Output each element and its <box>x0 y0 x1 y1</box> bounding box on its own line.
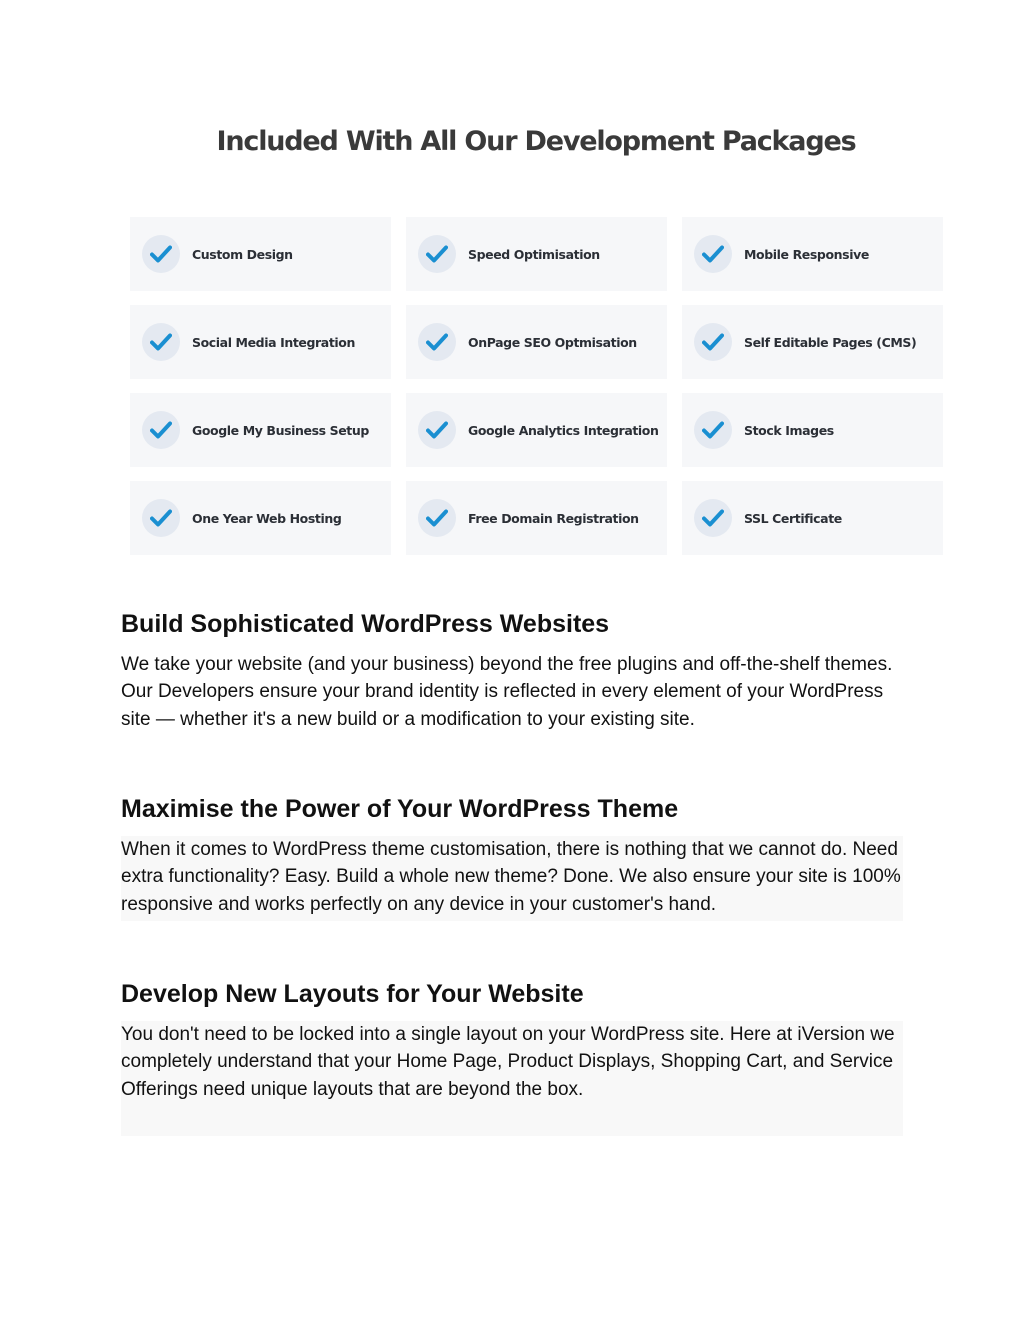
packages-title: Included With All Our Development Packages <box>216 126 856 157</box>
checkmark-icon <box>694 411 732 449</box>
feature-label: Mobile Responsive <box>744 246 869 262</box>
feature-item <box>406 305 667 379</box>
checkmark-icon <box>418 411 456 449</box>
checkmark-icon <box>418 323 456 361</box>
checkmark-icon <box>418 499 456 537</box>
feature-label: Speed Optimisation <box>468 246 600 262</box>
section-heading: Develop New Layouts for Your Website <box>121 980 584 1008</box>
section-body: You don't need to be locked into a single layout on your WordPress site. Here at iVersion we completely understand that your Home Page, Product Displays, Shopping Cart, and Service Offerings need unique layouts that are beyond the box. <box>121 1021 903 1136</box>
feature-item <box>406 393 667 467</box>
section-theme-power <box>121 794 903 921</box>
section-body: When it comes to WordPress theme customisation, there is nothing that we cannot do. Need extra functionality? Easy. Build a whole new theme? Done. We also ensure your site is 100% responsive and works perfectly on any device in your customer's hand. <box>121 836 903 921</box>
feature-label: Free Domain Registration <box>468 510 639 526</box>
checkmark-icon <box>142 235 180 273</box>
section-body: We take your website (and your business) beyond the free plugins and off-the-shelf themes. Our Developers ensure your brand identity is reflected in every element of your WordPress site — whether it's a new build or a modification to your existing site. <box>121 654 893 730</box>
feature-item <box>682 393 943 467</box>
feature-item <box>682 481 943 555</box>
feature-item <box>130 305 391 379</box>
feature-item <box>406 481 667 555</box>
section-heading: Build Sophisticated WordPress Websites <box>121 610 610 638</box>
feature-item <box>682 305 943 379</box>
section-heading: Maximise the Power of Your WordPress Theme <box>121 795 679 823</box>
feature-label: Stock Images <box>744 422 834 438</box>
checkmark-icon <box>694 235 732 273</box>
feature-item <box>130 481 391 555</box>
checkmark-icon <box>694 323 732 361</box>
section-build-websites <box>121 609 903 733</box>
feature-label: Social Media Integration <box>192 334 355 350</box>
feature-item <box>682 217 943 291</box>
feature-label: Google Analytics Integration <box>468 422 659 438</box>
checkmark-icon <box>694 499 732 537</box>
features-grid <box>130 217 943 555</box>
checkmark-icon <box>142 411 180 449</box>
feature-label: Custom Design <box>192 246 293 262</box>
feature-label: One Year Web Hosting <box>192 510 342 526</box>
feature-label: SSL Certificate <box>744 510 842 526</box>
feature-item <box>130 393 391 467</box>
feature-item <box>406 217 667 291</box>
feature-label: Self Editable Pages (CMS) <box>744 334 917 350</box>
checkmark-icon <box>142 323 180 361</box>
checkmark-icon <box>418 235 456 273</box>
feature-item <box>130 217 391 291</box>
section-new-layouts <box>121 979 903 1136</box>
feature-label: Google My Business Setup <box>192 422 369 438</box>
feature-label: OnPage SEO Optmisation <box>468 334 637 350</box>
checkmark-icon <box>142 499 180 537</box>
